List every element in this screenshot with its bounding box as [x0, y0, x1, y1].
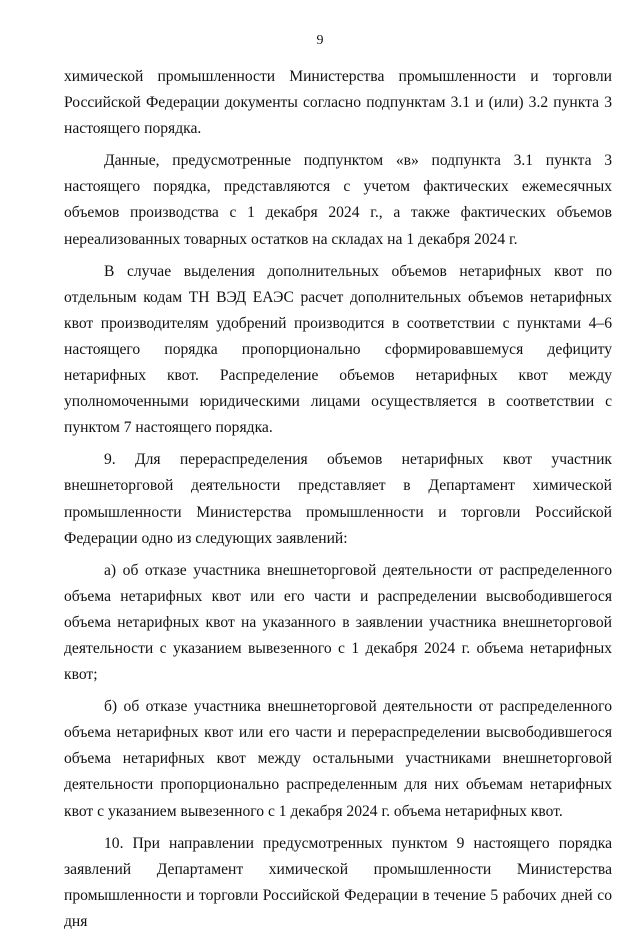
paragraph-additional-quotas: В случае выделения дополнительных объемов нетарифных квот по отдельным кодам ТН ВЭД ЕАЭС расчет дополнительных объемов нетарифных квот производителям удобрений производится в соответствии с пунктами 4–6 настоящего порядка пропорционально сформировавшемуся дефициту нетарифных квот. Распределение объемов нетарифных квот между уполномоченными юридическими лицами осуществляется в соответствии с пунктом 7 настоящего порядка.	[64, 262, 612, 437]
paragraph-continuation: химической промышленности Министерства промышленности и торговли Российской Федерации документы согласно подпунктам 3.1 и (или) 3.2 пункта 3 настоящего порядка.	[64, 68, 612, 138]
document-body	[64, 64, 612, 935]
paragraph-item-10: 10. При направлении предусмотренных пунктом 9 настоящего порядка заявлений Департамент химической промышленности Министерства промышленности и торговли Российской Федерации в течение 5 рабочих дней со дня	[64, 834, 612, 930]
paragraph-item-9: 9. Для перераспределения объемов нетарифных квот участник внешнеторговой деятельности представляет в Департамент химической промышленности Министерства промышленности и торговли Российской Федерации одно из следующих заявлений:	[64, 451, 612, 547]
paragraph-item-9b: б) об отказе участника внешнеторговой деятельности от распределенного объема нетарифных квот или его части и перераспределении высвободившегося объема нетарифных квот между остальными участниками внешнеторговой деятельности пропорционально распределенным для них объемам нетарифных квот с указанием вывезенного с 1 декабря 2024 г. объема нетарифных квот.	[64, 698, 612, 820]
paragraph-item-9a: а) об отказе участника внешнеторговой деятельности от распределенного объема нетарифных квот или его части и распределении высвободившегося объема нетарифных квот на указанного в заявлении участника внешнеторговой деятельности с указанием вывезенного с 1 декабря 2024 г. объема нетарифных квот;	[64, 561, 612, 684]
page-number: 9	[316, 33, 324, 48]
paragraph-data-provision: Данные, предусмотренные подпунктом «в» подпункта 3.1 пункта 3 настоящего порядка, представляются с учетом фактических ежемесячных объемов производства с 1 декабря 2024 г., а также фактических объемов нереализованных товарных остатков на складах на 1 декабря 2024 г.	[64, 152, 612, 248]
